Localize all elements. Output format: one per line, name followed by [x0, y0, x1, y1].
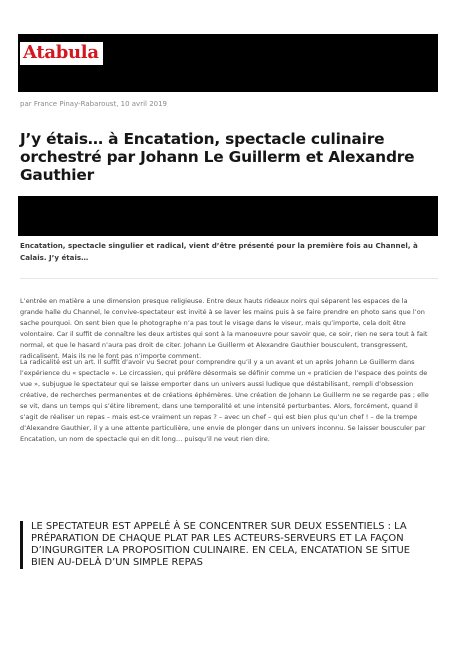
pull-quote-line-1: LE SPECTATEUR EST APPELÉ À SE CONCENTRER SUR DEUX ESSENTIELS : LA: [31, 521, 407, 532]
pull-quote-line-3: D’INGURGITER LA PROPOSITION CULINAIRE. EN CELA, ENCATATION SE SITUE: [31, 545, 410, 556]
divider: [20, 278, 438, 279]
pull-quote-line-4: BIEN AU-DELÀ D’UN SIMPLE REPAS: [31, 557, 203, 568]
article-paragraph-2: La radicalité est un art. Il suffit d’avoir vu Secret pour comprendre qu’il y a un avant et un après Johann Le Guillerm dans l’expérience du « spectacle ». Le circassien, qui préfère désormais se définir comme un « praticien de l’espace des points de vue », subjugue le spectateur qui se laisse emporter dans un univers aussi ludique que déstabilisant, rempli d’obsession créative, de recherches permanentes et de créations éphémères. Une création de Johann Le Guillerm ne se regarde pas ; elle se vit, dans un temps qui s’étire librement, dans une temporalité et une intensité perturbantes. Alors, forcément, quand il s’agit de réaliser un repas – mais est-ce vraiment un repas ? – avec un chef – qui est bien plus qu’un chef ! – de la trempe d’Alexandre Gauthier, il y a une attente particulière, une envie de plonger dans un univers inconnu. Se laisser bousculer par Encatation, un nom de spectacle qui en dit long… puisqu’il ne veut rien dire.: [20, 358, 429, 443]
article-paragraph-1: L’entrée en matière a une dimension presque religieuse. Entre deux hauts rideaux noirs qui séparent les espaces de la grande halle du Channel, le convive-spectateur est invité à se laver les mains puis à se faire prendre en photo sans que l’on sache pourquoi. On sent bien que le photographe n’a pas tout le visage dans le viseur, mais qu’importe, cela doit être volontaire. Car il suffit de connaître les deux artistes qui sont à la manoeuvre pour savoir que, ce soir, rien ne sera tout à fait normal, et que le hasard n’aura pas droit de citer. Johann Le Guillerm et Alexandre Gauthier bousculent, transgressent, radicalisent. Mais ils ne le font pas n’importe comment.: [20, 297, 428, 360]
article-byline: par France Pinay-Rabaroust, 10 avril 2019: [20, 100, 168, 108]
pull-quote-line-2: PRÉPARATION DE CHAQUE PLAT PAR LES ACTEURS-SERVEURS ET LA FAÇON: [31, 533, 404, 544]
site-logo[interactable]: Atabula: [20, 42, 103, 65]
pull-quote: [20, 521, 440, 569]
article-lead: Encatation, spectacle singulier et radical, vient d’être présenté pour la première fois au Channel, à Calais. J’y étais…: [20, 241, 418, 262]
article-title: J’y étais… à Encatation, spectacle culinaire orchestré par Johann Le Guillerm et Alexandre Gauthier: [20, 130, 415, 184]
redaction-bar-middle: [18, 196, 438, 236]
